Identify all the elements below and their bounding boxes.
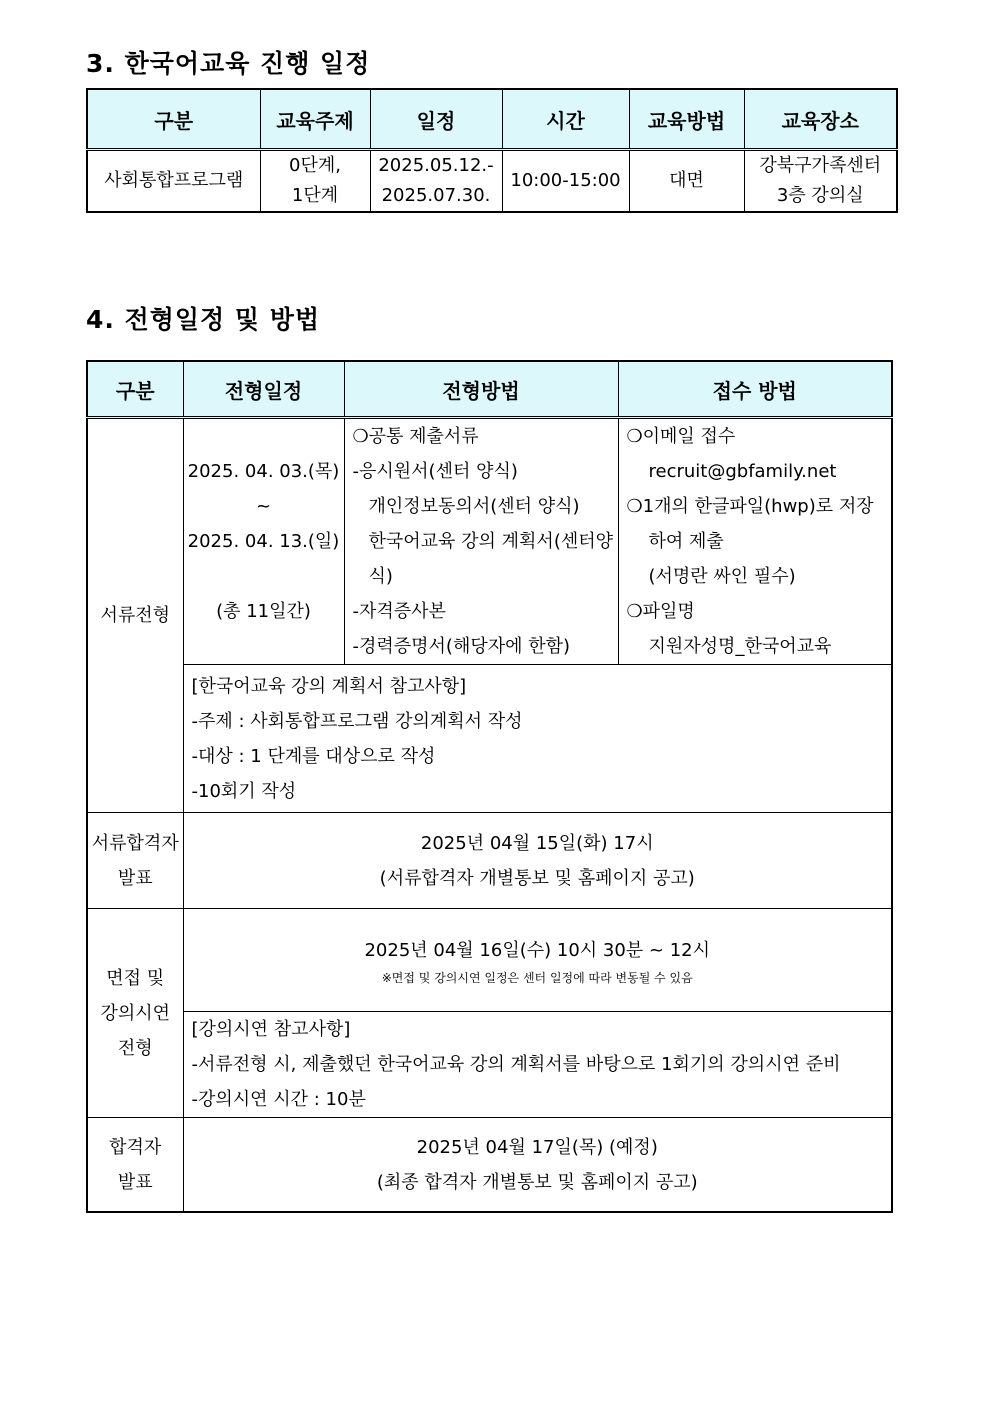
education-schedule-table xyxy=(86,88,898,213)
submission-line: ❍1개의 한글파일(hwp)로 저장 xyxy=(626,496,874,517)
note-line: [한국어교육 강의 계획서 참고사항] xyxy=(191,675,467,697)
label-line: 강의시연 xyxy=(100,1002,171,1024)
info-line: (최종 합격자 개별통보 및 홈페이지 공고) xyxy=(376,1171,698,1193)
submission-line: (서명란 싸인 필수) xyxy=(648,566,796,587)
label-line: 발표 xyxy=(117,867,153,889)
method-line: -자격증사본 xyxy=(352,601,446,622)
schedule-line: 2025.05.12.- xyxy=(378,155,494,176)
note-line: [강의시연 참고사항] xyxy=(191,1019,351,1040)
label-line: 합격자 xyxy=(109,1136,162,1158)
header-method: 교육방법 xyxy=(629,89,744,150)
table-row xyxy=(87,418,892,665)
info-line: (서류합격자 개별통보 및 홈페이지 공고) xyxy=(379,867,695,889)
cell-topic xyxy=(260,150,370,213)
place-line: 강북구가족센터 xyxy=(759,155,882,176)
doc-screening-dates xyxy=(183,418,344,665)
cell-schedule xyxy=(370,150,502,213)
method-line: ❍공통 제출서류 xyxy=(352,426,479,447)
note-line: -대상 : 1 단계를 대상으로 작성 xyxy=(191,745,436,767)
screening-table xyxy=(86,360,893,1213)
header-schedule: 전형일정 xyxy=(183,361,344,418)
note-line: -서류전형 시, 제출했던 한국어교육 강의 계획서를 바탕으로 1회기의 강의시연 준비 xyxy=(191,1054,841,1075)
date-line: 2025. 04. 13.(일) xyxy=(187,531,340,552)
table-row xyxy=(87,1118,892,1213)
note-line: -주제 : 사회통합프로그램 강의계획서 작성 xyxy=(191,710,523,732)
topic-line: 1단계 xyxy=(291,185,339,206)
topic-line: 0단계, xyxy=(289,155,341,176)
schedule-line: 2025.07.30. xyxy=(381,185,491,206)
submission-line: 지원자성명_한국어교육 xyxy=(648,636,832,657)
interview-info xyxy=(183,909,892,1012)
table-row xyxy=(87,1012,892,1118)
label-line: 발표 xyxy=(117,1171,153,1193)
date-line: 2025. 04. 03.(목) xyxy=(187,461,340,482)
interview-label xyxy=(87,909,183,1118)
table-row xyxy=(87,909,892,1012)
final-result-label xyxy=(87,1118,183,1213)
doc-result-info xyxy=(183,813,892,909)
submission-line: 하여 제출 xyxy=(648,531,724,552)
header-category: 구분 xyxy=(87,361,183,418)
note-line: -강의시연 시간 : 10분 xyxy=(191,1089,366,1110)
doc-screening-submission xyxy=(618,418,892,665)
header-topic: 교육주제 xyxy=(260,89,370,150)
demo-notes xyxy=(183,1012,892,1118)
table-header-row xyxy=(87,89,897,150)
info-line: 2025년 04월 16일(수) 10시 30분 ~ 12시 xyxy=(364,939,710,961)
schedule-note: ※면접 및 강의시연 일정은 센터 일정에 따라 변동될 수 있음 xyxy=(381,970,693,985)
cell-method: 대면 xyxy=(629,150,744,213)
header-category: 구분 xyxy=(87,89,260,150)
method-line: 한국어교육 강의 계획서(센터양식) xyxy=(368,531,614,587)
table-row xyxy=(87,665,892,813)
doc-screening-label: 서류전형 xyxy=(87,418,183,813)
info-line: 2025년 04월 15일(화) 17시 xyxy=(420,832,654,854)
section-4-title: 4. 전형일정 및 방법 xyxy=(86,305,321,334)
header-submission: 접수 방법 xyxy=(618,361,892,418)
note-line: -10회기 작성 xyxy=(191,780,297,802)
section-3-title: 3. 한국어교육 진행 일정 xyxy=(86,49,371,78)
cell-place xyxy=(744,150,897,213)
table-row xyxy=(87,813,892,909)
label-line: 전형 xyxy=(117,1037,153,1059)
submission-line: ❍이메일 접수 xyxy=(626,426,736,447)
date-line: (총 11일간) xyxy=(216,601,311,622)
doc-screening-method xyxy=(344,418,618,665)
date-line: ~ xyxy=(255,496,272,517)
label-line: 면접 및 xyxy=(106,967,165,989)
place-line: 3층 강의실 xyxy=(776,185,864,206)
method-line: 개인정보동의서(센터 양식) xyxy=(368,496,580,517)
header-time: 시간 xyxy=(502,89,629,150)
cell-time: 10:00-15:00 xyxy=(502,150,629,213)
doc-result-label xyxy=(87,813,183,909)
cell-category: 사회통합프로그램 xyxy=(87,150,260,213)
method-line: -경력증명서(해당자에 한함) xyxy=(352,636,571,657)
submission-line: ❍파일명 xyxy=(626,601,695,622)
header-schedule: 일정 xyxy=(370,89,502,150)
header-method: 전형방법 xyxy=(344,361,618,418)
final-result-info xyxy=(183,1118,892,1213)
method-line: -응시원서(센터 양식) xyxy=(352,461,518,482)
table-row xyxy=(87,150,897,213)
email-link[interactable]: recruit@gbfamily.net xyxy=(648,461,837,482)
header-place: 교육장소 xyxy=(744,89,897,150)
label-line: 서류합격자 xyxy=(91,832,179,854)
table-header-row xyxy=(87,361,892,418)
info-line: 2025년 04월 17일(목) (예정) xyxy=(416,1136,658,1158)
plan-notes xyxy=(183,665,892,813)
